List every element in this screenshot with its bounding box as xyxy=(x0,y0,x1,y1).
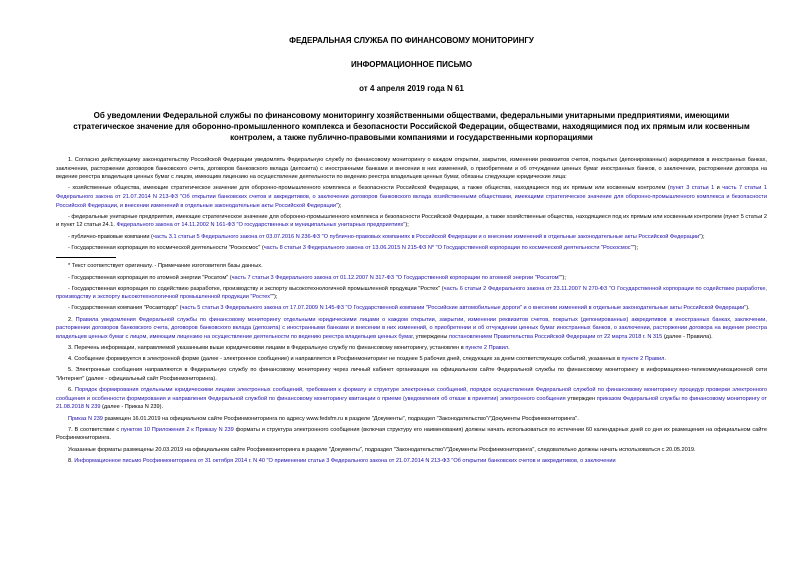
law-link[interactable]: часть 6 статьи 2 Федерального закона от 23.11.2007 N 270-ФЗ "О Государственной корпорации по содействию разработке, производству и экспорту высокотехнологичной промышленной продукции "Ростех" xyxy=(56,285,767,301)
resolution-link[interactable]: постановлением Правительства Российской Федерации от 22 марта 2018 г. N 315 xyxy=(448,333,663,340)
footnote-separator xyxy=(56,257,116,258)
paragraph-2: 2. Правила уведомления Федеральной службы по финансовому мониторингу отдельными юридическими лицами о каждом открытии, закрытии, изменении реквизитов счетов, покрытых (депонированных) аккредитивов в иностранных банках, заключении, расторжении договоров банковского счета, договоров банковского вклада (депозита) с иностранными банками и внесении в них изменений, о приобретении и об отчуждении ценных бумаг иностранных банков, о заключении, расторжении договора на ведение реестра владельцев ценных бумаг с лицом, имеющим лицензию на осуществление деятельности по ведению реестра владельцев ценных бумаг, утверждены постановлением Правительства Российской Федерации от 22 марта 2018 г. N 315 (далее - Правила). xyxy=(56,316,767,340)
paragraph-unitary-enterprises: - федеральные унитарные предприятия, имеющие стратегическое значение для оборонно-промышленного комплекса и безопасности Российской Федерации, а также хозяйственные общества, находящиеся под их прямым или косвенным контролем (пункт 5 статьи 2 и пункт 12 статьи 24.1. Федерального закона от 14.11.2002 N 161-ФЗ "О государственных и муниципальных унитарных предприятиях"); xyxy=(56,213,767,229)
paragraph-8: 8. Информационное письмо Росфинмониторинга от 31 октября 2014 г. N 40 "О применении статьи 3 Федерального закона от 21.07.2014 N 213-ФЗ "Об открытии банковских счетов и аккредитивов, о заключении xyxy=(68,457,616,464)
paragraph-6: 6. Порядок формирования отдельными юридическими лицами электронных сообщений, требования к формату и структуре электронных сообщений, порядок осуществления Федеральной службой по финансовому мониторингу процедур проверки электронного сообщения и особенности формирования и направления Федеральной службой по финансовому мониторингу квитанции о приеме (уведомления об отказе в принятии) электронного сообщения утвержден приказом Федеральной службы по финансовому мониторингу от 21.08.2018 N 239 (далее - Приказ N 239). xyxy=(56,387,767,411)
paragraph-rostec: - Государственная корпорация по содействию разработке, производству и экспорту высокотехнологичной промышленной продукции "Ростех" (часть 6 статьи 2 Федерального закона от 23.11.2007 N 270-ФЗ "О Государственной корпорации по содействию разработке, производству и экспорту высокотехнологичной промышленной продукции "Ростех""); xyxy=(56,285,767,301)
rules-link[interactable]: Правила уведомления Федеральной службы по финансовому мониторингу отдельными юридическими лицами о каждом открытии, закрытии, изменении реквизитов счетов, покрытых (депонированных) аккредитивов в иностранных банках, заключении, расторжении договоров банковского счета, договоров банковского вклада (депозита) с иностранными банками и внесении в них изменений, о приобретении и об отчуждении ценных бумаг иностранных банков, о заключении, расторжении договора на ведение реестра владельцев ценных бумаг с лицом, имеющим лицензию на осуществление деятельности по ведению реестра владельцев ценных бумаг xyxy=(56,316,767,340)
order-link[interactable]: Приказ N 239 xyxy=(68,415,103,422)
paragraph-formats-published: Указанные форматы размещены 20.03.2019 на официальном сайте Росфинмониторинга в разделе "Документы", подраздел "Законодательство"/"Документы Росфинмониторинга", следовательно должны начать использоваться с 20.05.2019. xyxy=(68,446,696,453)
footnotes xyxy=(56,262,767,313)
paragraph-business-companies: - хозяйственные общества, имеющие стратегическое значение для оборонно-промышленного комплекса и безопасности Российской Федерации, а также общества, находящиеся под их прямым или косвенным контролем (пункт 3 статьи 1 и часть 7 статьи 1 Федерального закона от 21.07.2014 N 213-ФЗ "Об открытии банковских счетов и аккредитивов, о заключении договоров банковского вклада хозяйственными обществами, имеющими стратегическое значение для оборонно-промышленного комплекса и безопасности Российской Федерации, и внесении изменений в отдельные законодательные акты Российской Федерации"); xyxy=(56,185,767,209)
agency-title: ФЕДЕРАЛЬНАЯ СЛУЖБА ПО ФИНАНСОВОМУ МОНИТОРИНГУ xyxy=(289,36,534,45)
law-link[interactable]: Федерального закона от 14.11.2002 N 161-ФЗ "О государственных и муниципальных унитарных предприятиях" xyxy=(116,222,406,229)
footnote-note: * Текст соответствует оригиналу. - Примечание изготовителя базы данных. xyxy=(68,263,263,270)
info-letter-link[interactable]: Информационное письмо Росфинмониторинга от 31 октября 2014 г. N 40 "О применении статьи 3 Федерального закона от 21.07.2014 N 213-ФЗ "Об открытии банковских счетов и аккредитивов, о заключении xyxy=(74,457,616,464)
rules-link[interactable]: пункте 2 Правил xyxy=(465,345,509,352)
paragraph-order-published: Приказ N 239 размещен 16.01.2019 на официальном сайте Росфинмониторинга по адресу www.fedsfm.ru в разделе "Документы", подраздел "Законодательство"/"Документы Росфинмониторинга". xyxy=(68,415,579,422)
procedure-link[interactable]: Порядок формирования отдельными юридическими лицами электронных сообщений, требования к формату и структуре электронных сообщений, порядок осуществления Федеральной службой по финансовому мониторингу процедур проверки электронного сообщения и особенности формирования и направления Федеральной службой по финансовому мониторингу квитанции о приеме (уведомления об отказе в принятии) электронного сообщения xyxy=(56,387,767,402)
paragraph-roscosmos: - Государственная корпорация по космической деятельности "Роскосмос" (часть 8 статьи 3 Федерального закона от 13.06.2015 N 215-ФЗ N* "О Государственной корпорации по космической деятельности "Роскосмос""); xyxy=(68,244,638,251)
law-link[interactable]: часть 8 статьи 3 Федерального закона от 13.06.2015 N 215-ФЗ N* "О Государственной корпорации по космической деятельности "Роскосмос" xyxy=(263,244,633,251)
law-link[interactable]: часть 7 статьи 1 Федерального закона от 21.07.2014 N 213-ФЗ "Об открытии банковских счетов и аккредитивов, о заключении договоров банковского вклада хозяйственными обществами, имеющими стратегическое значение для оборонно-промышленного комплекса и безопасности Российской Федерации, и внесении изменений в отдельные законодательные акты Российской Федерации" xyxy=(56,185,767,209)
document-body xyxy=(56,156,767,465)
order-link[interactable]: приказом Федеральной службы по финансовому мониторингу от 21.08.2018 N 239 xyxy=(56,395,767,411)
paragraph-4: 4. Сообщение формируется в электронной форме (далее - электронное сообщение) и направляется в Росфинмониторинг не позднее 5 рабочих дней, следующих за днем соответствующих событий, указанных в пункте 2 Правил. xyxy=(68,356,666,363)
document-type: ИНФОРМАЦИОННОЕ ПИСЬМО xyxy=(350,60,473,69)
law-link[interactable]: часть 3.1 статьи 5 Федерального закона от 03.07.2016 N 236-ФЗ "О публично-правовых компаниях в Российской Федерации и о внесении изменений в отдельные законодательные акты Российской Федерации" xyxy=(152,233,702,240)
document-subject: Об уведомлении Федеральной службы по финансовому мониторингу хозяйственными обществами, федеральными унитарными предприятиями, имеющими стратегическое значение для оборонно-промышленного комплекса и безопасности Российской Федерации, обществами, находящимися под их прямым или косвенным контролем, а также публично-правовыми компаниями и государственными корпорациями xyxy=(73,111,750,142)
law-link[interactable]: часть 5 статьи 3 Федерального закона от 17.07.2009 N 145-ФЗ "О Государственной компании "Российские автомобильные дороги" и о внесении изменений в отдельные законодательные акты Российской Федерации" xyxy=(181,305,747,312)
paragraph-public-companies: - публично-правовые компании (часть 3.1 статьи 5 Федерального закона от 03.07.2016 N 236-ФЗ "О публично-правовых компаниях в Российской Федерации и о внесении изменений в отдельные законодательные акты Российской Федерации"); xyxy=(68,233,705,240)
paragraph-rosatom: - Государственная корпорация по атомной энергии "Росатом" (часть 7 статьи 3 Федерального закона от 01.12.2007 N 317-ФЗ "О Государственной корпорации по атомной энергии "Росатом""); xyxy=(68,274,566,281)
rules-link[interactable]: пункте 2 Правил xyxy=(621,356,665,363)
paragraph-3: 3. Перечень информации, направляемой указанными выше юридическими лицами в Федеральную службу по финансовому мониторингу, установлен в пункте 2 Правил. xyxy=(68,345,510,352)
order-appendix-link[interactable]: пунктом 10 Приложения 2 к Приказу N 239 xyxy=(120,426,234,433)
paragraph-7: 7. В соответствии с пунктом 10 Приложения 2 к Приказу N 239 форматы и структура электронного сообщения (включая структуру его наименования) должны начать использоваться по истечении 60 календарных дней со дня их размещения на официальном сайте Росфинмониторинга. xyxy=(56,426,768,442)
paragraph-rosavtodor: - Государственная компания "Росавтодор" (часть 5 статьи 3 Федерального закона от 17.07.2009 N 145-ФЗ "О Государственной компании "Российские автомобильные дороги" и о внесении изменений в отдельные законодательные акты Российской Федерации"). xyxy=(68,305,750,312)
law-link[interactable]: часть 7 статьи 3 Федерального закона от 01.12.2007 N 317-ФЗ "О Государственной корпорации по атомной энергии "Росатом" xyxy=(231,274,561,281)
paragraph-1: 1. Согласно действующему законодательству Российской Федерации уведомлять Федеральную службу по финансовому мониторингу о каждом открытии, закрытии, изменении реквизитов счетов, покрытых (депонированных) аккредитивов в иностранных банках, заключении, расторжении договоров банковского счета, договоров банковского вклада (депозита) с иностранными банками и внесении в них изменений, о приобретении и об отчуждении ценных бумаг иностранных банков, о заключении, расторжении договора на ведение реестра владельцев ценных бумаг с лицом, имеющим лицензию на осуществление деятельности по ведению реестра владельцев ценных бумаг, обязаны следующие юридические лица: xyxy=(56,157,767,181)
document-date-number: от 4 апреля 2019 года N 61 xyxy=(359,84,464,93)
paragraph-5: 5. Электронные сообщения направляются в Федеральную службу по финансовому мониторингу через личный кабинет организации на официальном сайте Федеральной службы по финансовому мониторингу в информационно-телекоммуникационной сети "Интернет" (далее - официальный сайт Росфинмониторинга). xyxy=(56,367,767,382)
law-link[interactable]: пункт 3 статьи 1 xyxy=(669,185,715,192)
